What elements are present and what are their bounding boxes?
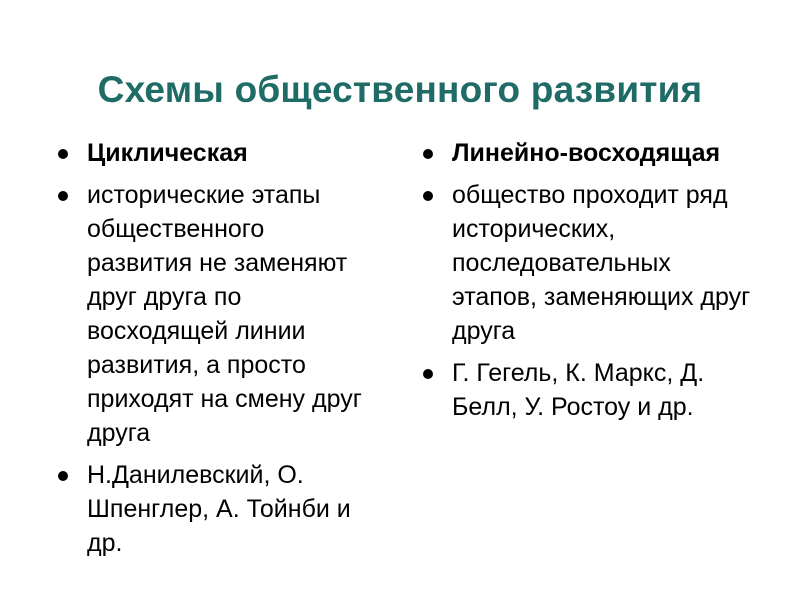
right-description-text: общество проходит ряд исторических, последовательных этапов, заменяющих друг друга <box>452 181 751 345</box>
left-authors-text: Н.Данилевский, О. Шпенглер, А. Тойнби и др. <box>87 461 351 557</box>
left-column-cyclical <box>56 136 376 568</box>
left-heading-text: Циклическая <box>87 139 248 167</box>
right-heading-text: Линейно-восходящая <box>452 139 721 167</box>
right-column-linear <box>421 136 751 432</box>
bullet-icon <box>423 149 433 159</box>
bullet-icon <box>58 149 68 159</box>
bullet-icon <box>423 191 433 201</box>
bullet-icon <box>58 191 68 201</box>
left-authors-item <box>56 458 376 560</box>
left-description-text: исторические этапы общественного развития не заменяют друг друга по восходящей линии развития, а просто приходят на смену друг друга <box>87 181 362 447</box>
left-heading-item <box>56 136 376 170</box>
bullet-icon <box>423 369 433 379</box>
slide-title: Схемы общественного развития <box>97 69 703 110</box>
right-authors-item <box>421 356 751 424</box>
right-description-item <box>421 178 751 348</box>
left-description-item <box>56 178 376 450</box>
right-authors-text: Г. Гегель, К. Маркс, Д. Белл, У. Ростоу и др. <box>452 359 705 421</box>
bullet-icon <box>58 471 68 481</box>
right-heading-item <box>421 136 751 170</box>
